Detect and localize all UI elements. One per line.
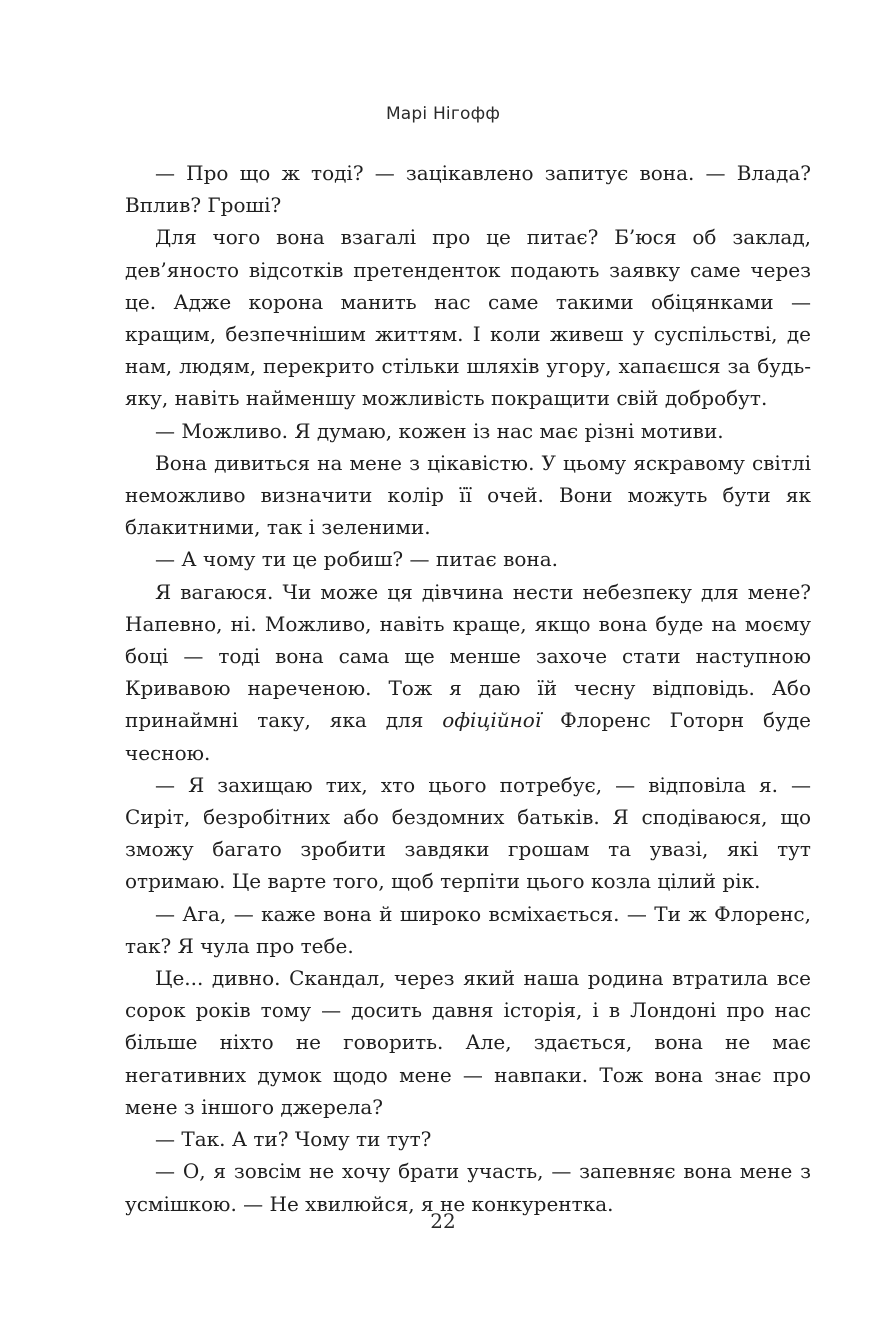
paragraph-text: Я вагаюся. Чи може ця дівчина нести небезпеку для мене? Напевно, ні. Можливо, навіть краще, якщо вона буде на моєму боці — тоді вона сама ще менше захоче стати наступною Кривавою нареченою. Тож я даю їй чесну відповідь. Або принаймні таку, яка для [125, 579, 811, 733]
running-head-author: Марі Нігофф [385, 104, 501, 124]
paragraph: — О, я зовсім не хочу брати участь, — запевняє вона мене з усмішкою. — Не хвилюйся, я не конкурентка. [125, 1159, 811, 1216]
paragraph [125, 576, 811, 769]
page-number: 22 [430, 1209, 456, 1233]
paragraph: Це... дивно. Скандал, через який наша родина втратила все сорок років тому — досить давня історія, і в Лондоні про нас більше ніхто не говорить. Але, здається, вона не має негативних думок щодо мене — навпаки. Тож вона знає про мене з іншого джерела? [125, 966, 811, 1119]
paragraph: — Я захищаю тих, хто цього потребує, — відповіла я. — Сиріт, безробітних або бездомних батьків. Я сподіваюся, що зможу багато зробити завдяки грошам та увазі, які тут отримаю. Це варте того, щоб терпіти цього козла цілий рік. [125, 772, 811, 894]
paragraph: — Можливо. Я думаю, кожен із нас має різні мотиви. [155, 418, 724, 443]
paragraph: — Ага, — каже вона й широко всміхається. — Ти ж Флоренс, так? Я чула про тебе. [125, 901, 811, 958]
paragraph: — Про що ж тоді? — зацікавлено запитує вона. — Влада? Вплив? Гроші? [125, 161, 811, 218]
body-text [125, 157, 811, 1220]
paragraph: Для чого вона взагалі про це питає? Б’юся об заклад, дев’яносто відсотків претенденток подають заявку саме через це. Адже корона манить нас саме такими обіцянками — кращим, безпечнішим життям. І коли живеш у суспільстві, де нам, людям, перекрито стільки шляхів угору, хапаєшся за будь-яку, навіть найменшу можливість покращити свій добробут. [125, 225, 811, 411]
paragraph: — А чому ти це робиш? — питає вона. [155, 547, 558, 572]
paragraph: — Так. А ти? Чому ти тут? [155, 1127, 432, 1152]
emphasized-word: офіційної [442, 708, 542, 733]
paragraph: Вона дивиться на мене з цікавістю. У цьому яскравому світлі неможливо визначити колір її очей. Вони можуть бути як блакитними, так і зеленими. [125, 450, 811, 540]
paragraph-text: Флоренс Готорн буде чесною. [125, 708, 811, 765]
